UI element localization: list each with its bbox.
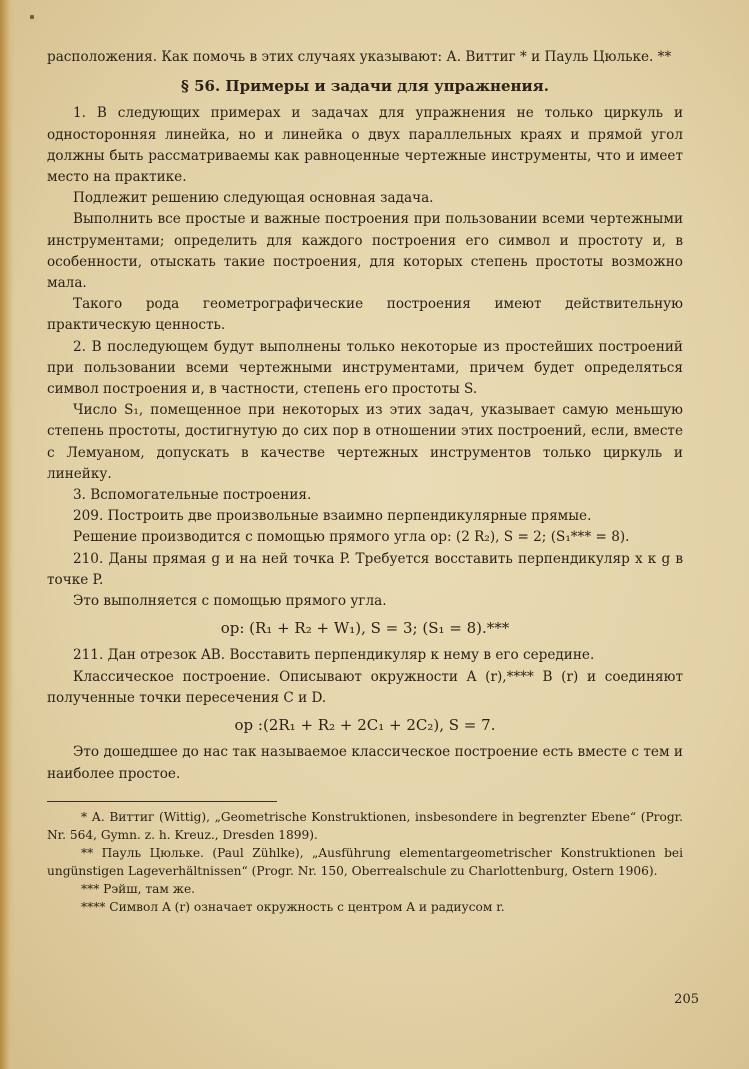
footnote-4: **** Символ A (r) означает окружность с центром A и радиусом r. [81,899,505,914]
formula-210: op: (R₁ + R₂ + W₁), S = 3; (S₁ = 8).*** [220,619,510,638]
footnote-3: *** Рэйш, там же. [81,881,196,896]
page-content [47,47,683,916]
problem-209: 209. Построить две произвольные взаимно перпендикулярные прямые. [73,508,592,525]
footnote-divider [47,801,277,802]
page-edge-shadow [0,0,14,1069]
page-number: 205 [674,992,699,1007]
solution-209: Решение производится с помощью прямого угла op: (2 R₂), S = 2; (S₁*** = 8). [73,529,630,546]
footnotes [47,808,683,916]
closing-paragraph: Это дошедшее до нас так называемое классическое построение есть вместе с тем и наиболее простое. [47,744,683,782]
section-heading: § 56. Примеры и задачи для упражнения. [181,77,549,96]
solution-211: Классическое построение. Описывают окружности A (r),**** B (r) и соединяют полученные точки пересечения C и D. [47,668,683,706]
paragraph-value: Такого рода геометрографические построения имеют действительную практическую ценность. [47,296,683,334]
paragraph-1: 1. В следующих примерах и задачах для упражнения не только циркуль и односторонняя линейка, но и линейка о двух параллельных краях и прямой угол должны быть рассматриваемы как равноценные чертежные инструменты, что и имеет место на практике. [47,105,683,186]
paragraph-3: 3. Вспомогательные построения. [73,487,312,504]
formula-211: op :(2R₁ + R₂ + 2C₁ + 2C₂), S = 7. [234,716,496,735]
problem-211: 211. Дан отрезок AB. Восставить перпендикуляр к нему в его середине. [73,647,595,664]
paragraph-2: 2. В последующем будут выполнены только некоторые из простейших построений при пользовании всеми чертежными инструментами, причем будет определяться символ построения и, в частности, степень его простоты S. [47,338,683,398]
problem-210: 210. Даны прямая g и на ней точка P. Требуется восставить перпендикуляр x к g в точке P. [47,550,683,588]
paragraph-task-intro: Подлежит решению следующая основная задача. [73,190,434,207]
paragraph-s1: Число S₁, помещенное при некоторых из этих задач, указывает самую меньшую степень простоты, достигнутую до сих пор в отношении этих построений, если, вместе с Лемуаном, допускать в качестве чертежных инструментов только циркуль и линейку. [47,402,683,482]
solution-210: Это выполняется с помощью прямого угла. [73,593,387,610]
paragraph-task: Выполнить все простые и важные построения при пользовании всеми чертежными инструментами; определить для каждого построения его символ и простоту и, в особенности, отыскать такие построения, для которых степень простоты возможно мала. [47,211,683,292]
footnote-2: ** Пауль Цюльке. (Paul Zühlke), „Ausführung elementargeometrischer Konstruktionen bei ungünstigen Lageverhältnissen“ (Progr. Nr. 150, Oberrealschule zu Charlottenburg, Ostern 1906). [47,845,683,878]
continuation-text: расположения. Как помочь в этих случаях указывают: А. Виттиг * и Пауль Цюльке. ** [47,49,672,65]
footnote-1: * А. Виттиг (Wittig), „Geometrische Konstruktionen, insbesondere in begrenzter Ebene“ (Progr. Nr. 564, Gymn. z. h. Kreuz., Dresden 1899). [47,809,683,842]
print-speck [30,15,34,19]
